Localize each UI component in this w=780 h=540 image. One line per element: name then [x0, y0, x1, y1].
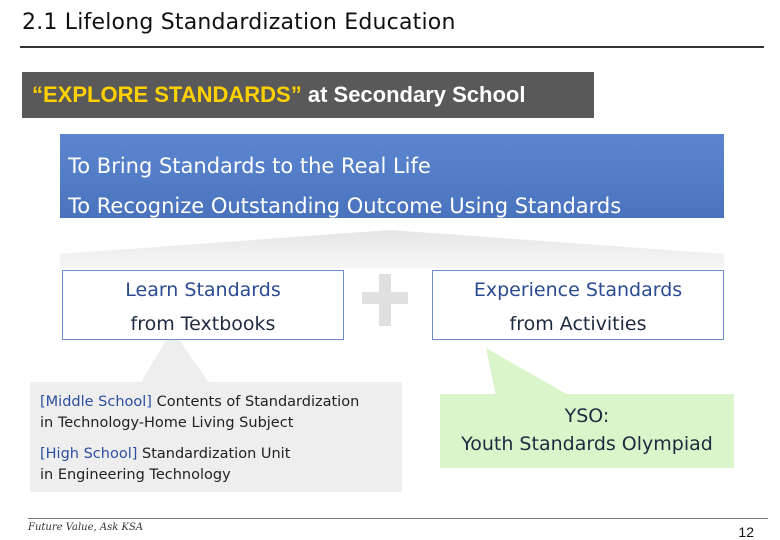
high-school-text-2: in Engineering Technology [40, 467, 231, 483]
middle-school-text-2: in Technology-Home Living Subject [40, 415, 294, 431]
learn-line-1: Learn Standards [125, 279, 281, 301]
experience-standards-box [432, 270, 724, 340]
yso-line-1: YSO: [564, 405, 610, 427]
high-school-text: Standardization Unit [137, 446, 291, 462]
yso-callout [440, 394, 734, 468]
middle-school-text: Contents of Standardization [151, 394, 360, 410]
high-school-tag: [High School] [40, 446, 138, 462]
learn-line-2: from Textbooks [130, 313, 276, 335]
yso-line-2: Youth Standards Olympiad [461, 433, 713, 455]
middle-school-item [40, 392, 394, 434]
green-callout-pointer [486, 348, 570, 396]
footer-logo: Future Value, Ask KSA [28, 522, 144, 533]
page-number: 12 [738, 524, 754, 540]
experience-line-2: from Activities [509, 313, 647, 335]
learn-standards-box [62, 270, 344, 340]
banner-rest: at Secondary School [301, 82, 526, 107]
plus-icon [360, 270, 410, 330]
banner-highlight: “EXPLORE STANDARDS” [32, 82, 302, 107]
goal-line-2: To Recognize Outstanding Outcome Using Standards [68, 194, 622, 218]
high-school-item [40, 444, 394, 486]
goal-line-1: To Bring Standards to the Real Life [68, 154, 431, 178]
pedestal-shape [60, 230, 724, 268]
footer-divider [28, 518, 768, 519]
middle-school-tag: [Middle School] [40, 394, 152, 410]
experience-line-1: Experience Standards [473, 279, 683, 301]
page-title: 2.1 Lifelong Standardization Education [22, 10, 456, 35]
school-curriculum-callout [30, 382, 402, 492]
